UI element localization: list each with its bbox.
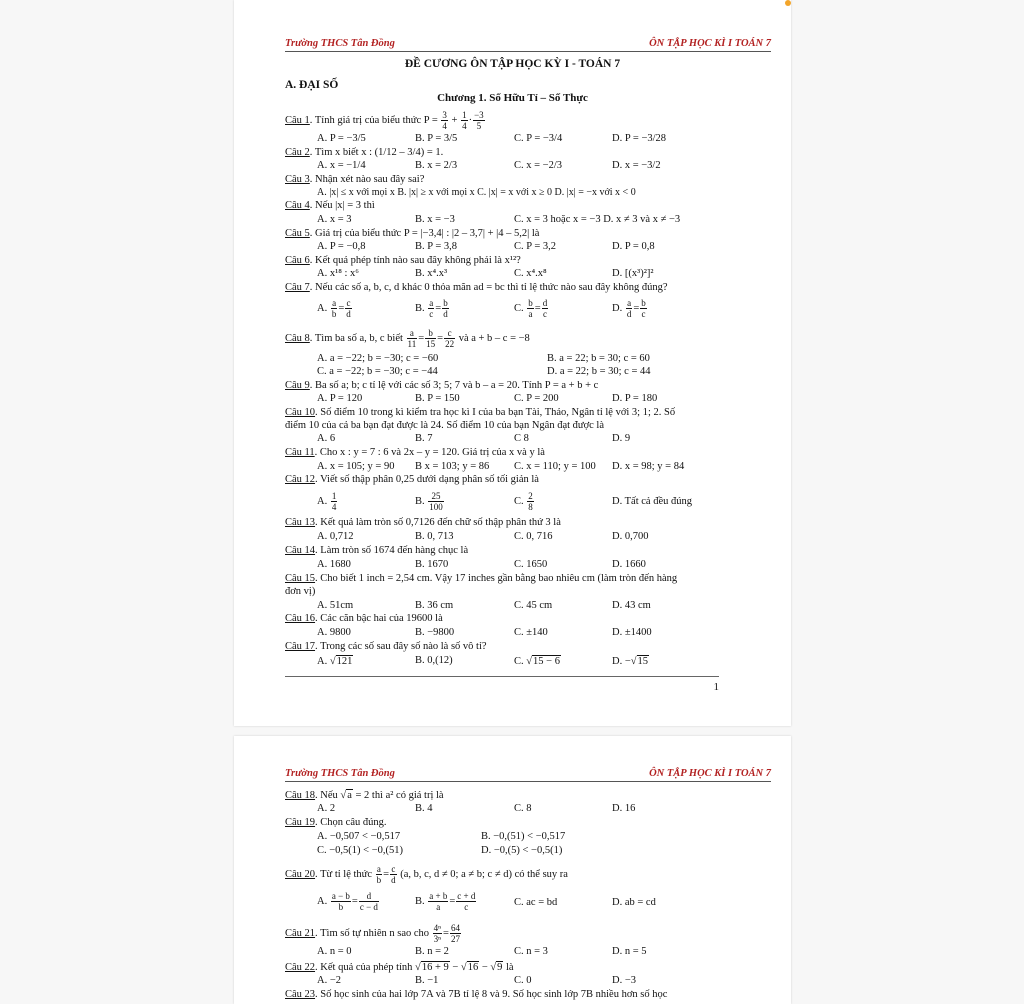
option-d: D. P = −3/28 [612, 133, 667, 144]
option-d: D. [(x³)²]² [612, 268, 654, 279]
option-a: A. 6 [317, 433, 336, 444]
options-row: A. |x| ≤ x với mọi x B. |x| ≥ x với mọi x C. |x| = x với x ≥ 0 D. |x| = −x với x < 0 [317, 187, 636, 198]
option-b: B. x⁴.x³ [415, 268, 448, 279]
question-9: Câu 9. Ba số a; b; c tỉ lệ với các số 3; 5; 7 và b – a = 20. Tính P = a + b + c [285, 380, 599, 391]
question-2: Câu 2. Tìm x biết x : (1/12 – 3/4) = 1. [285, 147, 444, 158]
question-19: Câu 19. Chọn câu đúng. [285, 817, 387, 828]
option-b: B. P = 3,8 [415, 241, 457, 252]
option-b: B. P = 3/5 [415, 133, 458, 144]
question-1: Câu 1. Tính giá trị của biểu thức P = $\frac{3}{4}$ + $\frac{1}{4}$ · $\frac{-3}{5}$ [285, 110, 484, 131]
option-c: C. ac = bd [514, 897, 558, 908]
option-b: B. x = −3 [415, 214, 455, 225]
footer-rule [285, 676, 719, 677]
question-23: Câu 23. Số học sinh của hai lớp 7A và 7B tỉ lệ 8 và 9. Số học sinh lớp 7B nhiều hơn số học [285, 989, 668, 1000]
option-a: A. P = −0,8 [317, 241, 366, 252]
option-a: A. 1680 [317, 559, 351, 570]
section-heading: A. ĐẠI SỐ [285, 79, 339, 91]
option-b: B. n = 2 [415, 946, 449, 957]
option-c: C. P = −3/4 [514, 133, 563, 144]
option-a: A. 51cm [317, 600, 354, 611]
question-13: Câu 13. Kết quả làm tròn số 0,7126 đến chữ số thập phân thứ 3 là [285, 517, 561, 528]
option-b: B. −1 [415, 975, 439, 986]
option-b: B. 0,(12) [415, 655, 453, 666]
question-16: Câu 16. Các căn bậc hai của 19600 là [285, 613, 443, 624]
option-c: C. a = −22; b = −30; c = −44 [317, 366, 438, 377]
option-d: D. x = −3/2 [612, 160, 661, 171]
option-a: A. 9800 [317, 627, 351, 638]
option-c: C. √15 − 6 [514, 656, 560, 667]
option-c: C 8 [514, 433, 529, 444]
option-d: D. x = 98; y = 84 [612, 461, 685, 472]
option-a: A. P = 120 [317, 393, 363, 404]
option-a: A. $\frac{1}{4}$ [317, 491, 337, 512]
option-a: A. n = 0 [317, 946, 352, 957]
question-20: Câu 20. Từ tỉ lệ thức $\frac{a}{b}$ = $\frac{c}{d}$ (a, b, c, d ≠ 0; a ≠ b; c ≠ d) có thể suy ra [285, 864, 568, 885]
option-d: D. 43 cm [612, 600, 651, 611]
option-d: D. 1660 [612, 559, 646, 570]
subject-title: ÔN TẬP HỌC KÌ I TOÁN 7 [649, 38, 771, 49]
page-2 [234, 736, 791, 1004]
option-a: A. −0,507 < −0,517 [317, 831, 401, 842]
option-c: C. 0 [514, 975, 532, 986]
option-a: A. 2 [317, 803, 336, 814]
option-b: B. $\frac{a + b}{a}$ = $\frac{c + d}{c}$ [415, 891, 476, 912]
page-header [285, 38, 771, 52]
option-c: C. −0,5(1) < −0,(51) [317, 845, 404, 856]
option-a: A. √121 [317, 656, 353, 667]
option-d: D. Tất cả đều đúng [612, 496, 692, 507]
option-a: A. x = 3 [317, 214, 352, 225]
option-c: C. P = 200 [514, 393, 559, 404]
option-d: D. −3 [612, 975, 637, 986]
option-b: B. 36 cm [415, 600, 454, 611]
option-c: C. ±140 [514, 627, 548, 638]
question-4: Câu 4. Nếu |x| = 3 thì [285, 200, 375, 211]
option-d: D. 16 [612, 803, 636, 814]
option-d: D. n = 5 [612, 946, 647, 957]
option-c: C. x⁴.x⁸ [514, 268, 547, 279]
option-d: D. −√15 [612, 656, 649, 667]
option-b: B. $\frac{a}{c}$ = $\frac{b}{d}$ [415, 298, 448, 319]
option-a: A. x = 105; y = 90 [317, 461, 395, 472]
option-d: D. −0,(5) < −0,5(1) [481, 845, 563, 856]
option-b: B. x = 2/3 [415, 160, 458, 171]
question-6: Câu 6. Kết quả phép tính nào sau đây không phải là x¹²? [285, 255, 521, 266]
question-11: Câu 11. Cho x : y = 7 : 6 và 2x – y = 120. Giá trị của x và y là [285, 447, 545, 458]
question-18: Câu 18. Nếu √a = 2 thì a² có giá trị là [285, 790, 444, 801]
option-d: D. a = 22; b = 30; c = 44 [547, 366, 651, 377]
document-title: ĐỀ CƯƠNG ÔN TẬP HỌC KỲ I - TOÁN 7 [404, 58, 621, 70]
option-a: A. 0,712 [317, 531, 354, 542]
option-c: C. x = −2/3 [514, 160, 563, 171]
question-10-cont: điểm 10 của cả ba bạn đạt được là 24. Số điểm 10 của bạn Ngân đạt được là [285, 420, 605, 431]
option-b: B. 7 [415, 433, 433, 444]
school-name: Trường THCS Tân Đồng [285, 38, 395, 49]
page-number: 1 [713, 681, 719, 693]
option-a: A. $\frac{a - b}{b}$ = $\frac{d}{c - d}$ [317, 891, 378, 912]
option-c: C. n = 3 [514, 946, 548, 957]
question-10: Câu 10. Số điểm 10 trong kì kiểm tra học kì I của ba bạn Tài, Thảo, Ngân tỉ lệ với 3; 1; 2. Số [285, 407, 676, 418]
chapter-title: Chương 1. Số Hữu Tỉ – Số Thực [437, 92, 588, 104]
option-c: C. $\frac{b}{a}$ = $\frac{d}{c}$ [514, 298, 548, 319]
option-b: B. 1670 [415, 559, 449, 570]
option-c: C. $\frac{2}{8}$ [514, 491, 533, 512]
question-17: Câu 17. Trong các số sau đây số nào là số vô tỉ? [285, 641, 487, 652]
question-8: Câu 8. Tìm ba số a, b, c biết $\frac{a}{11}$ = $\frac{b}{15}$ = $\frac{c}{22}$ và a + b – c = −8 [285, 328, 530, 349]
subject-title: ÔN TẬP HỌC KÌ I TOÁN 7 [649, 768, 771, 779]
option-c: C. 1650 [514, 559, 548, 570]
question-21: Câu 21. Tìm số tự nhiên n sao cho $\frac{\text{4ⁿ}}{\text{3ⁿ}}$ = $\frac{64}{27}$ [285, 923, 460, 944]
option-d: D. 0,700 [612, 531, 649, 542]
option-c: C. x = 110; y = 100 [514, 461, 596, 472]
school-name: Trường THCS Tân Đồng [285, 768, 395, 779]
question-15-cont: đơn vị) [285, 586, 316, 597]
option-a: A. $\frac{a}{b}$ = $\frac{c}{d}$ [317, 298, 351, 319]
option-d: D. P = 180 [612, 393, 658, 404]
option-c: C. 45 cm [514, 600, 553, 611]
question-15: Câu 15. Cho biết 1 inch = 2,54 cm. Vậy 17 inches gần bằng bao nhiêu cm (làm tròn đến hàng [285, 573, 678, 584]
corner-marker [785, 0, 791, 6]
option-b: B. 0, 713 [415, 531, 454, 542]
option-d: D. ±1400 [612, 627, 652, 638]
question-5: Câu 5. Giá trị của biểu thức P = |−3,4| : |2 – 3,7| + |4 – 5,2| là [285, 228, 540, 239]
option-a: A. P = −3/5 [317, 133, 366, 144]
option-d: D. $\frac{a}{d}$ = $\frac{b}{c}$ [612, 298, 646, 319]
option-d: D. ab = cd [612, 897, 656, 908]
option-a: A. a = −22; b = −30; c = −60 [317, 353, 439, 364]
question-12: Câu 12. Viết số thập phân 0,25 dưới dạng phân số tối giản là [285, 474, 539, 485]
option-a: A. x¹⁸ : x⁶ [317, 268, 359, 279]
option-a: A. x = −1/4 [317, 160, 366, 171]
option-b: B. $\frac{25}{100}$ [415, 491, 443, 512]
option-b: B x = 103; y = 86 [415, 461, 490, 472]
question-22: Câu 22. Kết quả của phép tính √16 + 9 − √16 − √9 là [285, 962, 514, 973]
option-d: D. P = 0,8 [612, 241, 655, 252]
option-c: C. 8 [514, 803, 532, 814]
question-3: Câu 3. Nhận xét nào sau đây sai? [285, 174, 425, 185]
option-a: A. −2 [317, 975, 342, 986]
option-b: B. P = 150 [415, 393, 460, 404]
option-c: C. 0, 716 [514, 531, 553, 542]
option-c: C. P = 3,2 [514, 241, 556, 252]
option-b: B. −9800 [415, 627, 455, 638]
option-b: B. 4 [415, 803, 433, 814]
option-d: D. 9 [612, 433, 631, 444]
question-14: Câu 14. Làm tròn số 1674 đến hàng chục là [285, 545, 469, 556]
question-7: Câu 7. Nếu các số a, b, c, d khác 0 thỏa mãn ad = bc thì tỉ lệ thức nào sau đây không đúng? [285, 282, 668, 293]
page-1 [234, 0, 791, 726]
page-header [285, 768, 771, 782]
option-b: B. a = 22; b = 30; c = 60 [547, 353, 650, 364]
option-cd: C. x = 3 hoặc x = −3 D. x ≠ 3 và x ≠ −3 [514, 214, 681, 225]
option-b: B. −0,(51) < −0,517 [481, 831, 566, 842]
